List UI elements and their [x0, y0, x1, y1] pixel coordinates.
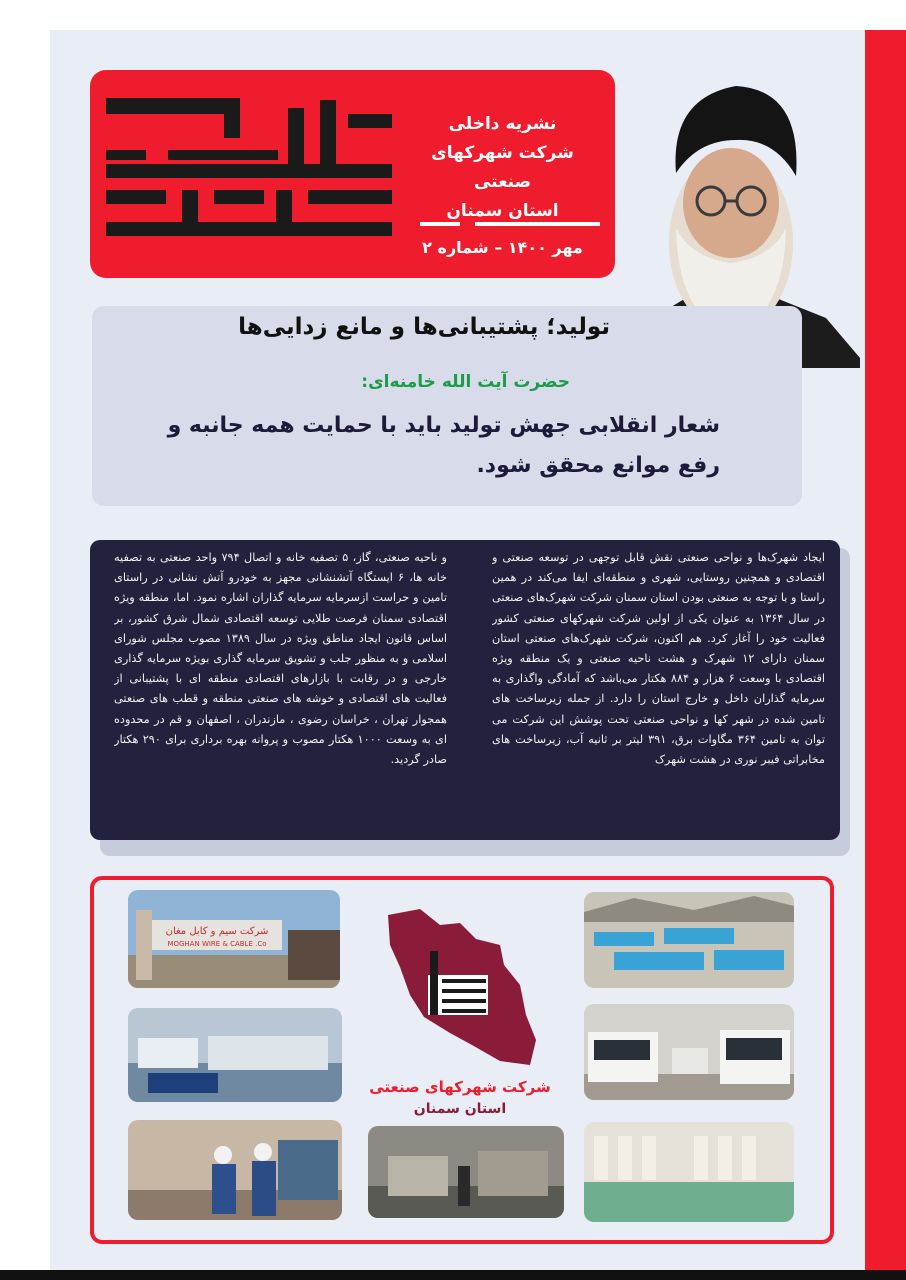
photo-industrial-park-aerial	[584, 892, 794, 988]
publisher-name: شرکت شهرکهای صنعتی	[431, 143, 574, 192]
company-name: شرکت شهرکهای صنعتی	[369, 1078, 551, 1096]
red-side-strip	[865, 30, 906, 1270]
factory-sign-persian: شرکت سیم و کابل مغان	[165, 926, 269, 937]
divider-long	[475, 222, 600, 226]
photo-assembly-line	[368, 1126, 564, 1218]
iran-factory-logo	[380, 905, 540, 1075]
photo-spinning-machines	[584, 1122, 794, 1222]
publication-type: نشریه داخلی	[448, 114, 557, 134]
divider-short	[420, 222, 460, 226]
photo-textile-machines	[128, 1008, 342, 1102]
article-column-right: ایجاد شهرک‌ها و نواحی صنعتی نقش قابل توجهی در توسعه صنعتی و اقتصادی و همچنین روستایی، شهری و منطقه‌ای ایفا می‌کند در همین راستا و با توجه به صنعتی بودن استان سمنان شرکت شهرک‌های صنعتی در سال ۱۳۶۴ به عنوان یکی از اولین شرکت شهرکهای صنعتی کشور فعالیت خود را آغاز کرد. هم اکنون، شرکت شهرک‌های صنعتی استان سمنان دارای ۱۲ شهرک و هشت ناحیه صنعتی و یک منطقه ویژه اقتصادی با وسعت ۶ هزار و ۸۸۴ هکتار می‌باشد که آمادگی واگذاری به سرمایه گذاران داخل و خارج استان را دارد. از جمله زیرساخت های تامین شده در شهر کها و نواحی صنعتی تحت پوشش این شرکت می توان به تامین ۳۶۴ مگاوات برق، ۳۹۱ لیتر بر ثانیه آب، زیرساخت های مخابراتی فیبر نوری در هشت شهرک	[492, 551, 825, 767]
photo-bus-factory	[584, 1004, 794, 1100]
quote-attribution: حضرت آیت الله خامنه‌ای:	[361, 372, 570, 392]
logo-line1: آفتاب	[241, 143, 255, 150]
factory-sign-english: MOGHAN WIRE & CABLE .Co	[167, 940, 267, 948]
logo-line2: توسعه	[240, 209, 256, 216]
quote-title: تولید؛ پشتیبانی‌ها و مانع زدایی‌ها	[238, 314, 610, 340]
publisher-province: استان سمنان	[446, 201, 559, 221]
photo-factory-gate	[128, 890, 340, 988]
quote-text: شعار انقلابی جهش تولید باید با حمایت همه جانبه و رفع موانع محقق شود.	[167, 413, 720, 478]
company-province: استان سمنان	[413, 1101, 507, 1117]
publication-info	[400, 110, 605, 226]
article-column-left: و ناحیه صنعتی، گاز، ۵ تصفیه خانه و اتصال ۷۹۴ واحد صنعتی به تصفیه خانه ها، ۶ ایستگاه آتشنشانی مجهز به خودرو آتش نشانی در راستای تامین و حراست ازسرمایه سرمایه گذاران اشاره نمود. اما، منطقه ویژه اقتصادی سمنان فرصت طلایی توسعه اقتصادی شمال شرق کشور، بر اساس قانون ایجاد مناطق ویژه در سال ۱۳۸۹ مصوب مجلس شورای اسلامی و به منظور جلب و تشویق سرمایه گذاری بویژه سرمایه گذاری خارجی و در رقابت با بازارهای اقتصادی منطقه ای با پشتیبانی از فعالیت های اقتصادی و خوشه های صنعتی منطقه و قطب های صنعتی همجوار تهران ، خراسان رضوی ، مازندران ، اصفهان و قم در محدوده ای به وسعت ۱۰۰۰ هکتار مصوب و پروانه بهره برداری برای ۲۹۰ هکتار صادر گردید.	[114, 551, 447, 767]
photo-workers	[128, 1120, 342, 1220]
aftab-tose-logo	[98, 90, 398, 250]
issue-date: مهر ۱۴۰۰ – شماره ۲	[422, 238, 583, 257]
bottom-bar	[0, 1270, 906, 1280]
